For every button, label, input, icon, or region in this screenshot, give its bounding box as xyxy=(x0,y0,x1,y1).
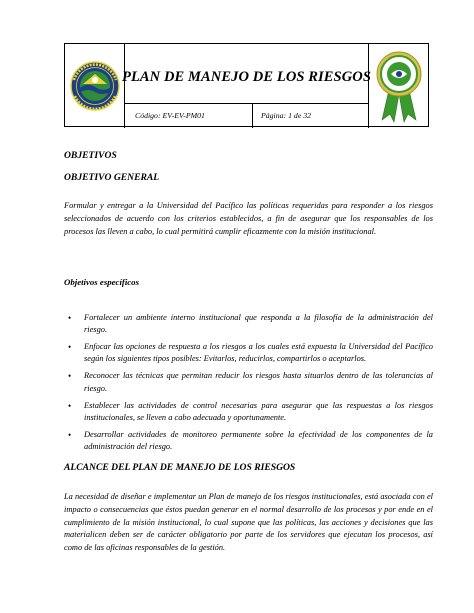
bullet-icon: • xyxy=(68,371,72,382)
objetivo-general-paragraph: Formular y entregar a la Universidad del Pacífico las políticas requeridas para responder a los riesgos seleccionados de acuerdo con los criterios establecidos, a fin de asegurar que los responsables de los procesos las lleven a cabo, lo cual permitirá cumplir eficazmente con la misión institucional. xyxy=(64,201,433,236)
alcance-paragraph: La necesidad de diseñar e implementar un Plan de manejo de los riesgos institucionales, está asociada con el impacto o consecuencias que éstos puedan generar en el normal desarrollo de los procesos y por ende en el cumplimiento de la misión institucional, lo cual supone que las políticas, las acciones y decisiones que las materialicen deben ser de carácter obligatorio por parte de los servidores que ejecutan los procesos, así como de las oficinas responsables de la gestión. xyxy=(64,492,433,553)
title-cell xyxy=(121,44,372,104)
page-number-cell xyxy=(253,104,369,128)
document-title: PLAN DE MANEJO DE LOS RIESGOS xyxy=(121,69,372,85)
logo-left-cell xyxy=(65,44,125,128)
logo-right-cell xyxy=(369,44,429,128)
code-cell xyxy=(125,104,253,128)
university-seal-icon xyxy=(65,44,125,128)
quality-rosette-icon xyxy=(369,44,429,128)
bullet-icon: • xyxy=(68,313,72,323)
bullet-icon: • xyxy=(68,400,72,411)
heading-alcance: ALCANCE DEL PLAN DE MANEJO DE LOS RIESGOS xyxy=(64,462,296,473)
list-item: • Enfocar las opciones de respuesta a los riesgos a los cuales está expuesta la Universidad del Pacífico según los siguientes tipos posibles: Evitarlos, reducirlos, compartirlos o aceptarlos. xyxy=(68,342,433,364)
list-item: • Fortalecer un ambiente interno institucional que responda a la filosofía de la administración del riesgo. xyxy=(68,313,433,335)
heading-objetivos: OBJETIVOS xyxy=(64,150,117,161)
document-header xyxy=(64,43,429,127)
list-item: • Reconocer las técnicas que permitan reducir los riesgos hasta situarlos dentro de las tolerancias al riesgo. xyxy=(68,371,433,393)
bullet-icon: • xyxy=(68,429,72,440)
document-code: Código: EV-EV-PM01 xyxy=(135,111,205,120)
list-item: • Desarrollar actividades de monitoreo permanente sobre la efectividad de los componentes de la administración del riesgo. xyxy=(68,429,433,452)
page-number: Página: 1 de 32 xyxy=(261,111,312,120)
bullet-icon: • xyxy=(68,342,72,353)
heading-objetivo-general: OBJETIVO GENERAL xyxy=(64,172,160,183)
heading-objetivos-especificos: Objetivos específicos xyxy=(64,277,139,287)
objetivos-especificos-list xyxy=(64,312,433,458)
list-item: • Establecer las actividades de control necesarias para asegurar que las respuestas a los riesgos institucionales, se lleven a cabo adecuada y oportunamente. xyxy=(68,400,433,422)
